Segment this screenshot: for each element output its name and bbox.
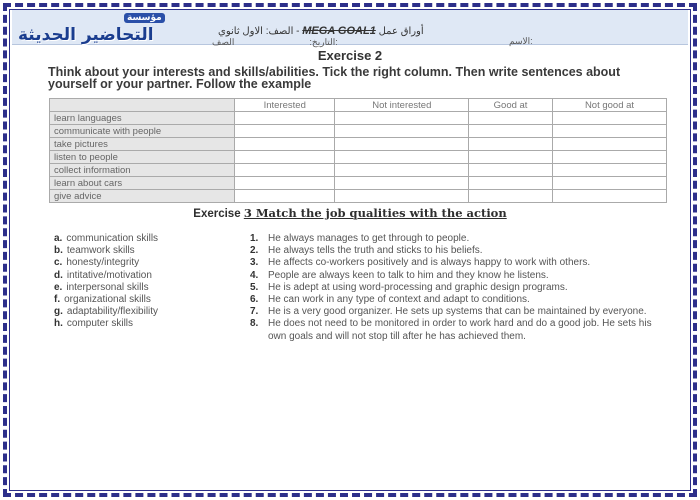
tick-cell[interactable]: [469, 138, 553, 151]
col-not-good-at: Not good at: [553, 99, 667, 112]
header-worksheet-label: أوراق عمل: [378, 26, 424, 37]
table-row: [50, 190, 667, 203]
tick-cell[interactable]: [469, 177, 553, 190]
header-date-label: التاريخ:: [309, 37, 336, 47]
item-letter: h.: [54, 318, 63, 330]
skill-label: learn about cars: [50, 177, 235, 190]
tick-cell[interactable]: [335, 125, 469, 138]
item-text: He always manages to get through to people.: [268, 233, 470, 244]
exercise2-title: Exercise 2: [317, 48, 383, 63]
item-text: He does not need to be monitored in order to work hard and do a good job. He sets his own goals and will not stop till after he has achieved them.: [268, 318, 652, 342]
list-item: [250, 282, 655, 294]
qualities-list: [54, 233, 158, 331]
tick-cell[interactable]: [469, 125, 553, 138]
skill-label: communicate with people: [50, 125, 235, 138]
item-text: communication skills: [66, 233, 159, 244]
item-text: He affects co-workers positively and is always happy to work with others.: [268, 257, 591, 269]
tick-cell[interactable]: [335, 138, 469, 151]
tick-cell[interactable]: [553, 190, 667, 203]
header-student-label: الاسم:: [509, 36, 533, 46]
logo-small-text: مؤسسة: [124, 13, 165, 23]
header-class-label: الصف:: [212, 37, 338, 47]
item-letter: e.: [54, 281, 63, 293]
actions-list: [250, 233, 655, 343]
list-item: [250, 318, 655, 342]
item-text: teamwork skills: [66, 245, 135, 257]
table-row: [50, 112, 667, 125]
item-text: adaptability/flexibility: [66, 306, 159, 318]
exercise2-instructions: Think about your interests and skills/abilities. Tick the right column. Then write sentences about yourself or your partner. Follow the example: [48, 65, 621, 91]
item-number: 1.: [250, 233, 259, 244]
worksheet-header: [12, 10, 688, 45]
header-title-line: أوراق عمل MEGA GOAL1 - الصف: الاول ثانوي: [218, 25, 424, 37]
list-item: [250, 245, 655, 257]
exercise3-title-rest: 3 Match the job qualities with the action: [243, 206, 507, 220]
tick-cell[interactable]: [469, 112, 553, 125]
tick-cell[interactable]: [235, 164, 335, 177]
item-letter: d.: [54, 269, 63, 281]
item-text: He is a very good organizer. He sets up systems that can be maintained by everyone.: [268, 306, 647, 318]
list-item: [54, 257, 158, 269]
item-number: 2.: [250, 245, 259, 257]
skill-label: listen to people: [50, 151, 235, 164]
tick-cell[interactable]: [335, 190, 469, 203]
list-item: [54, 306, 158, 318]
item-text: He always tells the truth and sticks to his beliefs.: [268, 245, 483, 257]
list-item: [54, 282, 158, 294]
table-row: [50, 125, 667, 138]
exercise3-title: [0, 206, 700, 220]
tick-cell[interactable]: [469, 151, 553, 164]
item-number: 7.: [250, 306, 259, 318]
skill-label: learn languages: [50, 112, 235, 125]
tick-cell[interactable]: [235, 138, 335, 151]
item-letter: c.: [54, 257, 63, 269]
item-letter: a.: [54, 233, 63, 244]
list-item: [54, 233, 158, 245]
list-item: [250, 270, 655, 282]
tick-cell[interactable]: [335, 151, 469, 164]
item-text: interpersonal skills: [66, 281, 149, 293]
item-text: intitative/motivation: [66, 269, 152, 281]
interests-table: [49, 98, 667, 203]
item-text: computer skills: [66, 318, 134, 330]
skill-label: give advice: [50, 190, 235, 203]
skill-label: take pictures: [50, 138, 235, 151]
list-item: [54, 318, 158, 330]
col-interested: Interested: [235, 99, 335, 112]
tick-cell[interactable]: [235, 112, 335, 125]
item-number: 3.: [250, 257, 259, 269]
item-text: People are always keen to talk to him and they know he listens.: [268, 269, 549, 281]
tick-cell[interactable]: [553, 125, 667, 138]
table-row: [50, 151, 667, 164]
tick-cell[interactable]: [553, 138, 667, 151]
exercise3-title-prefix: Exercise: [193, 208, 241, 220]
header-info-line: [212, 37, 338, 48]
table-header-row: [50, 99, 667, 112]
item-text: He is adept at using word-processing and graphic design programs.: [268, 281, 568, 293]
item-number: 4.: [250, 269, 259, 281]
list-item: [250, 233, 655, 245]
logo-main-text: التحاضير الحديثة: [18, 25, 154, 45]
header-book-name: MEGA GOAL1: [302, 25, 376, 37]
col-not-interested: Not interested: [335, 99, 469, 112]
tick-cell[interactable]: [553, 177, 667, 190]
tick-cell[interactable]: [469, 190, 553, 203]
skill-label: collect information: [50, 164, 235, 177]
table-row: [50, 138, 667, 151]
tick-cell[interactable]: [235, 151, 335, 164]
tick-cell[interactable]: [553, 164, 667, 177]
tick-cell[interactable]: [235, 125, 335, 138]
table-row: [50, 177, 667, 190]
table-corner-cell: [50, 99, 235, 112]
tick-cell[interactable]: [235, 190, 335, 203]
list-item: [54, 270, 158, 282]
table-row: [50, 164, 667, 177]
item-number: 6.: [250, 294, 259, 306]
tick-cell[interactable]: [335, 164, 469, 177]
list-item: [54, 245, 158, 257]
list-item: [250, 306, 655, 318]
tick-cell[interactable]: [335, 112, 469, 125]
col-good-at: Good at: [469, 99, 553, 112]
item-text: organizational skills: [64, 294, 151, 306]
header-grade: الصف: الاول ثانوي: [218, 26, 294, 37]
list-item: [250, 294, 655, 306]
item-number: 5.: [250, 281, 259, 293]
item-number: 8.: [250, 318, 259, 330]
item-text: He can work in any type of context and adapt to conditions.: [268, 294, 530, 306]
item-text: honesty/integrity: [66, 257, 140, 269]
tick-cell[interactable]: [553, 112, 667, 125]
item-letter: f.: [54, 294, 61, 306]
list-item: [54, 294, 158, 306]
tick-cell[interactable]: [469, 164, 553, 177]
tick-cell[interactable]: [553, 151, 667, 164]
tick-cell[interactable]: [235, 177, 335, 190]
list-item: [250, 257, 655, 269]
tick-cell[interactable]: [335, 177, 469, 190]
item-letter: g.: [54, 306, 63, 318]
item-letter: b.: [54, 245, 63, 257]
